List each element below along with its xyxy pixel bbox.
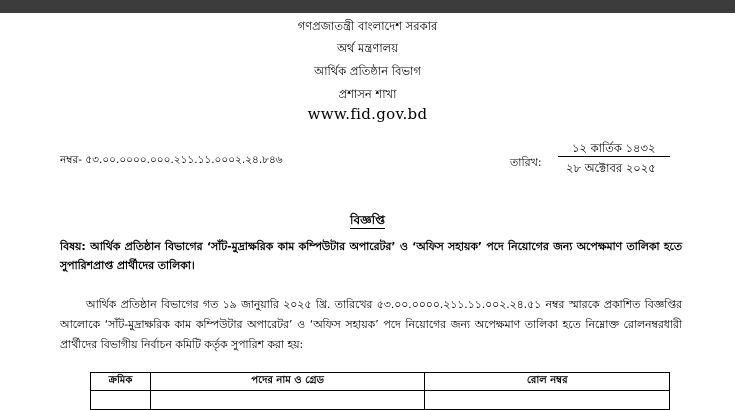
date-gregorian: ২৮ অক্টোবর ২০২৫ xyxy=(566,161,656,175)
col-header-roll-number: রোল নম্বর xyxy=(425,373,670,391)
memo-number: নম্বর- ৫৩.০০.০০০০.০০০.২১১.১১.০০০২.২৪.৮৪৬ xyxy=(60,154,283,166)
col-header-serial: ক্রমিক xyxy=(91,373,151,391)
date-label: তারিখ: xyxy=(510,156,542,169)
notice-title-text: বিজ্ঞপ্তি xyxy=(350,213,385,227)
subject-line: বিষয়: আর্থিক প্রতিষ্ঠান বিভাগের ‘সাঁট-মুদ্রাক্ষরিক কাম কম্পিউটার অপারেটর’ ও ‘অফিস সহায়ক’ পদে নিয়োগের জন্য অপেক্ষমাণ তালিকা হতে সুপারিশপ্রাপ্ত প্রার্থীদের তালিকা। xyxy=(60,240,682,272)
col-header-post-grade: পদের নাম ও গ্রেড xyxy=(150,373,424,391)
table-cell xyxy=(91,391,151,410)
table-cell xyxy=(425,391,670,410)
notice-title xyxy=(0,212,735,232)
website-link[interactable]: www.fid.gov.bd xyxy=(307,105,428,123)
table-cell xyxy=(150,391,424,410)
govt-name: গণপ্রজাতন্ত্রী বাংলাদেশ সরকার xyxy=(297,19,438,33)
table-row xyxy=(91,391,670,410)
division-name: আর্থিক প্রতিষ্ঠান বিভাগ xyxy=(314,64,421,78)
date-divider xyxy=(558,156,670,157)
candidate-table xyxy=(90,372,670,410)
date-bangla: ১২ কার্তিক ১৪৩২ xyxy=(572,141,656,155)
body-paragraph: আর্থিক প্রতিষ্ঠান বিভাগের গত ১৯ জানুয়ারি ২০২৫ খ্রি. তারিখের ৫৩.০০.০০০০.২১১.১১.০০২.২৪.৫১ নম্বর স্মারকে প্রকাশিত বিজ্ঞপ্তির আলোকে ‘সাঁট-মুদ্রাক্ষরিক কাম কম্পিউটার অপারেটর’ ও ‘অফিস সহায়ক’ পদে নিয়োগের জন্য অপেক্ষমাণ তালিকা হতে নিম্নোক্ত রোলনম্বরধারী প্রার্থীদের বিভাগীয় নির্বাচন কমিটি কর্তৃক সুপারিশ করা হয়: xyxy=(60,298,682,351)
section-name: প্রশাসন শাখা xyxy=(338,87,397,101)
table-header-row xyxy=(91,373,670,391)
top-border-bar xyxy=(0,0,735,13)
ministry-name: অর্থ মন্ত্রণালয় xyxy=(336,41,399,55)
